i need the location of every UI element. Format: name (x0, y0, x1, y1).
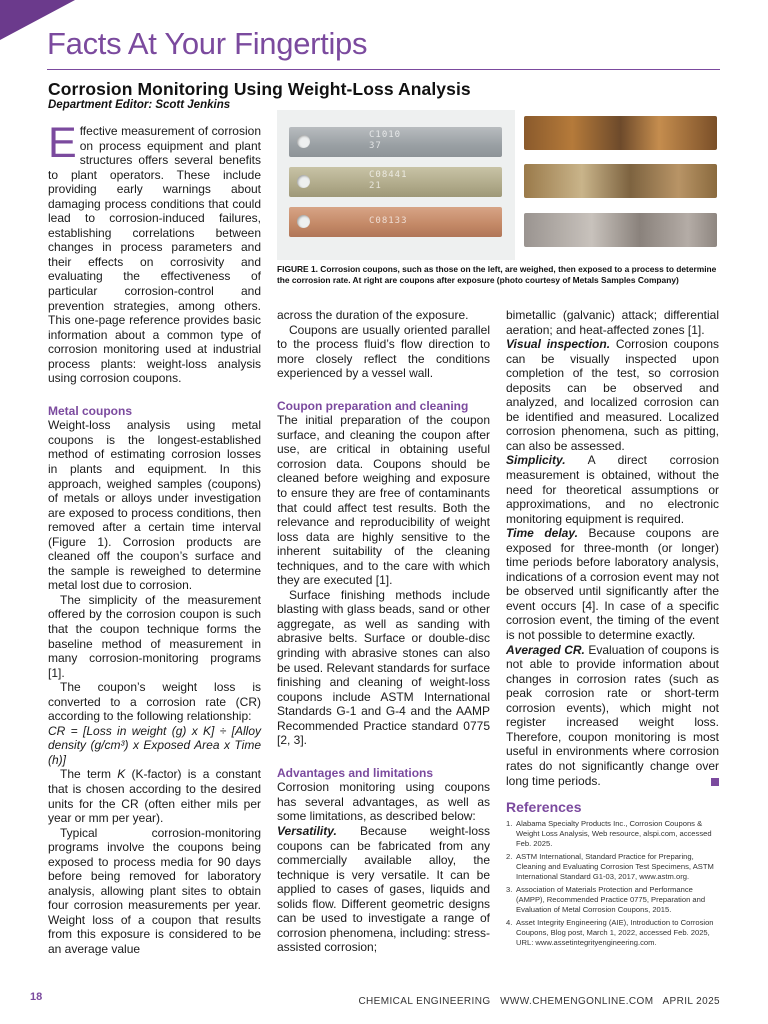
paragraph-simplicity: Simplicity. A direct corrosion measurement is obtained, without the need for theoretical assumptions or approximations, and no electronic monitoring equipment is required. (506, 453, 719, 526)
figure-caption: FIGURE 1. Corrosion coupons, such as those on the left, are weighed, then exposed to a process to determine the corrosion rate. At right are coupons after exposure (photo courtesy of Metals Samples Company) (277, 264, 717, 285)
paragraph: The term K (K-factor) is a constant that is chosen according to the desired units for the CR (often either mils per year or mm per year). (48, 767, 261, 826)
reference-item: 3. Association of Materials Protection and Performance (AMPP), Recommended Practice 0775, Preparation and Evaluation of Metal Corrosion Coupons, 2015. (506, 884, 706, 914)
column-2 (277, 308, 490, 955)
paragraph: Typical corrosion-monitoring programs involve the coupons being exposed to process media for 90 days before being removed for laboratory analysis, allowing plant sites to obtain four corrosion measurements per year. Weight loss of a coupon that results from this exposure is considered to be an average value (48, 825, 261, 957)
paragraph: Corrosion monitoring using coupons has several advantages, as well as some limitations, as described below: (277, 780, 490, 824)
coupon-brass (289, 167, 502, 197)
intro-paragraph: Effective measurement of corrosion on process equipment and plant structures offers several benefits to plant operators. These include providing early warnings about damaging process conditions that could lead to corrosion-induced failures, establishing correlations between changes in process parameters and their effects on corrosivity and evaluating the effectiveness of particular corrosion-control and prevention strategies, among others. This one-page reference provides basic information about a common type of corrosion monitoring used at industrial process plants: weight-loss analysis using corrosion coupons. (48, 119, 261, 386)
paragraph: Weight-loss analysis using metal coupons is the longest-established method of estimating corrosion losses in plants and equipment. In this approach, weighed samples (coupons) of metals or alloys under investigation are exposed to process conditions, then removed after a certain time interval (Figure 1). Corrosion products are cleaned off the coupon’s surface and the sample is reweighed to determine metal lost due to corrosion. (48, 418, 261, 593)
paragraph: Surface finishing methods include blasting with glass beads, sand or other aggregate, as well as sanding with abrasive belts. Surface or double-disc grinding with abrasive stones can also be used. Relevant standards for surface finishing and cleaning of weight-loss coupons include ASTM International Standards G-1 and G-4 and the AAMP Recommended Practice standard 0775 [2, 3]. (277, 587, 490, 748)
corroded-coupon (524, 213, 717, 247)
paragraph: The simplicity of the measurement offered by the corrosion coupon is such that the coupon technique forms the baseline method of measurement in many corrosion-monitoring programs [1]. (48, 592, 261, 680)
department-editor: Department Editor: Scott Jenkins (48, 99, 231, 111)
paragraph: bimetallic (galvanic) attack; differential aeration; and heat-affected zones [1]. (506, 308, 719, 337)
paragraph-time-delay: Time delay. Because coupons are exposed for three-month (or longer) time periods before laboratory analysis, indications of a corrosion event may not be observed until significantly after the event occurs [4]. In case of a specific corrosion event, the timing of the event is not possible to determine exactly. (506, 526, 719, 643)
coupon-stamp: C1010 37 (369, 130, 402, 151)
corroded-coupon (524, 164, 717, 198)
new-coupons-photo (277, 110, 515, 260)
section-title: Facts At Your Fingertips (47, 26, 368, 61)
corroded-coupons-photo (522, 110, 719, 260)
coupon-stamp: C08441 21 (369, 170, 408, 191)
column-1 (48, 119, 261, 957)
heading-advantages-limitations: Advantages and limitations (277, 765, 434, 780)
figure-1-photo (277, 110, 719, 260)
drop-cap: E (48, 119, 77, 167)
references-list (506, 819, 719, 948)
article-title: Corrosion Monitoring Using Weight-Loss Analysis (48, 79, 471, 99)
corrosion-rate-equation: CR = [Loss in weight (g) x K] ÷ [Alloy density (g/cm³) x Exposed Area x Time (h)] (48, 723, 261, 767)
paragraph: The coupon’s weight loss is converted to a corrosion rate (CR) according to the following relationship: (48, 680, 261, 724)
paragraph: The initial preparation of the coupon surface, and cleaning the coupon after use, are critical in obtaining useful corrosion data. Coupons should be cleaned before weighing and exposure to ensure they are free of contaminants that could affect test results. Both the relevance and reproducibility of weight loss data are highly sensitive to the inherent suitability of the cleaning techniques, and to the care with which they are executed [1]. (277, 413, 490, 588)
coupon-steel (289, 127, 502, 157)
paragraph-averaged-cr: Averaged CR. Evaluation of coupons is not able to provide information about changes in corrosion rates (such as peak corrosion rate or short-term corrosion events), which might not register increased weight loss. Therefore, coupon monitoring is most useful in environments where corrosion rates do not significantly change over long time periods. (506, 642, 719, 788)
reference-item: 4. Asset Integrity Engineering (AIE), Introduction to Corrosion Coupons, Blog post, March 1, 2022, accessed Feb. 2025, URL: www.assetintegrityengineering.com. (506, 917, 714, 947)
end-of-article-mark (711, 778, 719, 786)
mounting-hole (297, 215, 310, 228)
coupon-copper (289, 207, 502, 237)
mounting-hole (297, 135, 310, 148)
column-3 (506, 308, 719, 951)
paragraph: Coupons are usually oriented parallel to the process fluid’s flow direction to more closely reflect the conditions experienced by a vessel wall. (277, 322, 490, 381)
reference-item: 1. Alabama Specialty Products Inc., Corrosion Coupons & Weight Loss Analysis, Web resource, alspi.com, accessed Feb. 2025. (506, 818, 712, 848)
references-heading: References (506, 799, 582, 816)
coupon-stamp: C08133 (369, 216, 408, 226)
heading-metal-coupons: Metal coupons (48, 403, 133, 418)
title-rule (47, 69, 720, 70)
publication-footer: CHEMICAL ENGINEERING WWW.CHEMENGONLINE.COM APRIL 2025 (358, 996, 720, 1007)
paragraph: across the duration of the exposure. (277, 308, 469, 322)
page-number: 18 (30, 991, 43, 1003)
reference-item: 2. ASTM International, Standard Practice for Preparing, Cleaning and Evaluating Corrosion Test Specimens, ASTM International Standard G1-03, 2017, www.astm.org. (506, 851, 714, 881)
mounting-hole (297, 175, 310, 188)
corroded-coupon (524, 116, 717, 150)
paragraph-visual-inspection: Visual inspection. Corrosion coupons can be visually inspected upon completion of the test, so corrosion deposits can be observed and analyzed, and localized corrosion can be identified and measured. Localized corrosion phenomena, such as pitting, can also be assessed. (506, 337, 719, 453)
heading-coupon-preparation: Coupon preparation and cleaning (277, 398, 469, 413)
paragraph-versatility: Versatility. Because weight-loss coupons can be fabricated from any commercially available alloy, the technique is very versatile. It can be applied to cases of gases, liquids and solids flow. Different geometric designs can be used to investigate a range of corrosion phenomena, including: stress-assisted corrosion; (277, 823, 490, 955)
